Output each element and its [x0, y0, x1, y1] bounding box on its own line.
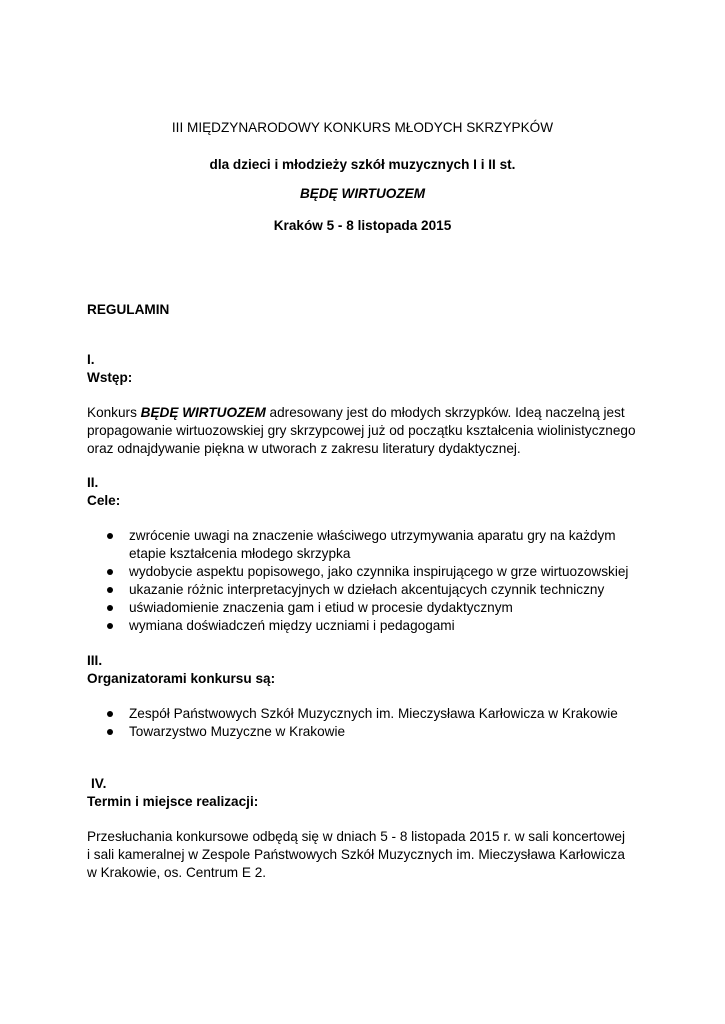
bullet-marker: [107, 533, 113, 539]
bullet-marker: [107, 711, 113, 717]
section-4-title: Termin i miejsce realizacji:: [87, 794, 259, 809]
section-1-text-post: adresowany jest do młodych skrzypków. Ideą naczelną jest: [265, 405, 625, 420]
section-4-paragraph-line-2: i sali kameralnej w Zespole Państwowych Szkół Muzycznych im. Mieczysława Karłowicza: [87, 847, 625, 862]
goal-item-1-continued: etapie kształcenia młodego skrzypka: [129, 546, 351, 561]
goal-item-2: wydobycie aspektu popisowego, jako czynnika inspirującego w grze wirtuozowskiej: [129, 564, 629, 579]
section-1-paragraph-line-1: [87, 404, 625, 422]
section-2-title: Cele:: [87, 493, 121, 508]
goal-item-4: uświadomienie znaczenia gam i etiud w procesie dydaktycznym: [129, 600, 513, 615]
bullet-marker: [107, 569, 113, 575]
section-4-paragraph-line-3: w Krakowie, os. Centrum E 2.: [87, 865, 267, 880]
organizer-item-1: Zespół Państwowych Szkół Muzycznych im. Mieczysława Karłowicza w Krakowie: [129, 706, 618, 721]
bullet-marker: [107, 587, 113, 593]
bullet-marker: [107, 605, 113, 611]
regulamin-heading: REGULAMIN: [87, 302, 170, 317]
section-1-paragraph-line-3: oraz odnajdywanie piękna w utworach z zakresu literatury dydaktycznej.: [87, 441, 521, 456]
section-3-title: Organizatorami konkursu są:: [87, 671, 276, 686]
section-3-number: III.: [87, 653, 103, 668]
section-1-title: Wstęp:: [87, 370, 133, 385]
goal-item-5: wymiana doświadczeń między uczniami i pedagogami: [129, 618, 455, 633]
goal-item-3: ukazanie różnic interpretacyjnych w dziełach akcentujących czynnik techniczny: [129, 582, 605, 597]
section-1-text-pre: Konkurs: [87, 405, 141, 420]
section-1-paragraph-line-2: propagowanie wirtuozowskiej gry skrzypcowej już od początku kształcenia wiolinistycznego: [87, 423, 636, 438]
document-subtitle: dla dzieci i młodzieży szkół muzycznych I i II st.: [209, 157, 516, 172]
bullet-marker: [107, 729, 113, 735]
section-1-number: I.: [87, 352, 95, 367]
bullet-marker: [107, 623, 113, 629]
goal-item-1: zwrócenie uwagi na znaczenie właściwego utrzymywania aparatu gry na każdym: [129, 528, 616, 543]
competition-date: Kraków 5 - 8 listopada 2015: [273, 218, 452, 233]
section-2-number: II.: [87, 475, 99, 490]
section-4-paragraph-line-1: Przesłuchania konkursowe odbędą się w dniach 5 - 8 listopada 2015 r. w sali koncertowej: [87, 829, 626, 844]
competition-name: BĘDĘ WIRTUOZEM: [299, 186, 426, 201]
document-title: III MIĘDZYNARODOWY KONKURS MŁODYCH SKRZYPKÓW: [171, 120, 554, 135]
organizer-item-2: Towarzystwo Muzyczne w Krakowie: [129, 724, 346, 739]
section-4-number: IV.: [91, 776, 107, 791]
section-1-text-emphasis: BĘDĘ WIRTUOZEM: [140, 405, 266, 420]
